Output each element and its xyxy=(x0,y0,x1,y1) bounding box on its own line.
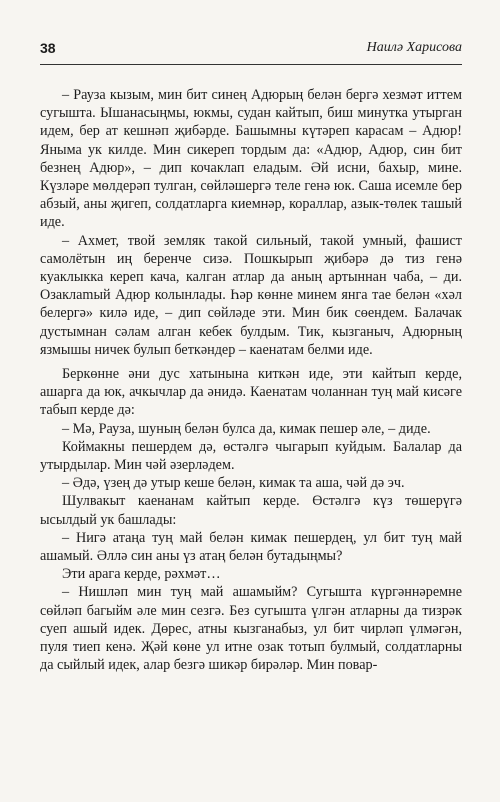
paragraph: – Нигә атаңа туң май белән кимак пешердең, ул бит туң май ашамый. Әллә син аны үз атаң белән бутадыңмы? xyxy=(40,529,462,565)
paragraph: – Әдә, үзең дә утыр кеше белән, кимак та аша, чәй дә эч. xyxy=(62,475,405,492)
body-text xyxy=(40,86,462,675)
paragraph: – Ахмет, твой земляк такой сильный, такой умный, фашист самолётын иң беренче сизә. Пошкырып җибәрә дә тиз генә куаклыкка кереп кача, калган атлар да аның артыннан чаба, – ди. Озаклаmый Адюр колынлады. Һәр көнне минем янга тае белән «хәл белергә» килә иде, – дип сөйләде эти. Мин бик сөендем. Балачак дустымнан сәлам алган кебек булдым. Тик, кызганыч, Адюрның язмышы ничек булып беткәндер – каенатам белми иде. xyxy=(40,232,462,358)
page-number: 38 xyxy=(40,40,56,56)
paragraph: Коймакны пешердем дә, өстәлгә чыгарып куйдым. Балалар да утырдылар. Мин чәй әзерләдем. xyxy=(40,438,462,474)
paragraph: Беркөнне әни дус хатынына киткән иде, эти кайтып керде, ашарга да юк, ачкычлар да әнидә. Каенатам чоланнан туң май кисәге табып керде дә: xyxy=(40,366,462,419)
running-head-author: Наилә Харисова xyxy=(366,40,462,55)
paragraph: – Нишләп мин туң май ашамыйм? Сугышта күргәннәремне сөйләп багыйм әле мин сезгә. Без сугышта үлгән атларны да тизрәк суеп ашый идек. Дөрес, атны кызганабыз, ул бит чирләп үлмәгән, пуля тиеп кенә. Җәй көне ул итне озак тотып булмый, солдатларны да сыйлый идек, алар безгә шикәр бирәләр. Мин повар- xyxy=(40,584,462,674)
paragraph: – Рауза кызым, мин бит синең Адюрың белән бергә хезмәт иттем сугышта. Ышанасыңмы, юкмы, судан кайтып, биш минутка утырган идем, бер ат кешнәп җибәрде. Башымны күтәреп карасам – Адюр! Яныма ук килде. Мин сикереп тордым да: «Адюр, Адюр, син бит безнең Адюр», – дип кочаклап еладым. Әй исни, бахыр, мине. Күзләре мөлдерәп тулган, сөйләшергә теле генә юк. Саша исемле бер абзый, аны җигеп, солдатларга киемнәр, кораллар, азык-төлек ташый иде. xyxy=(40,87,462,231)
page-header xyxy=(40,34,462,65)
paragraph: Эти арага керде, рәхмәт… xyxy=(62,566,221,583)
paragraph: Шулвакыт каенанам кайтып керде. Өстәлгә күз төшерүгә ысылдый ук башлады: xyxy=(40,493,462,528)
paragraph: – Мә, Рауза, шуның белән булса да, кимак пешер әле, – диде. xyxy=(62,420,431,437)
